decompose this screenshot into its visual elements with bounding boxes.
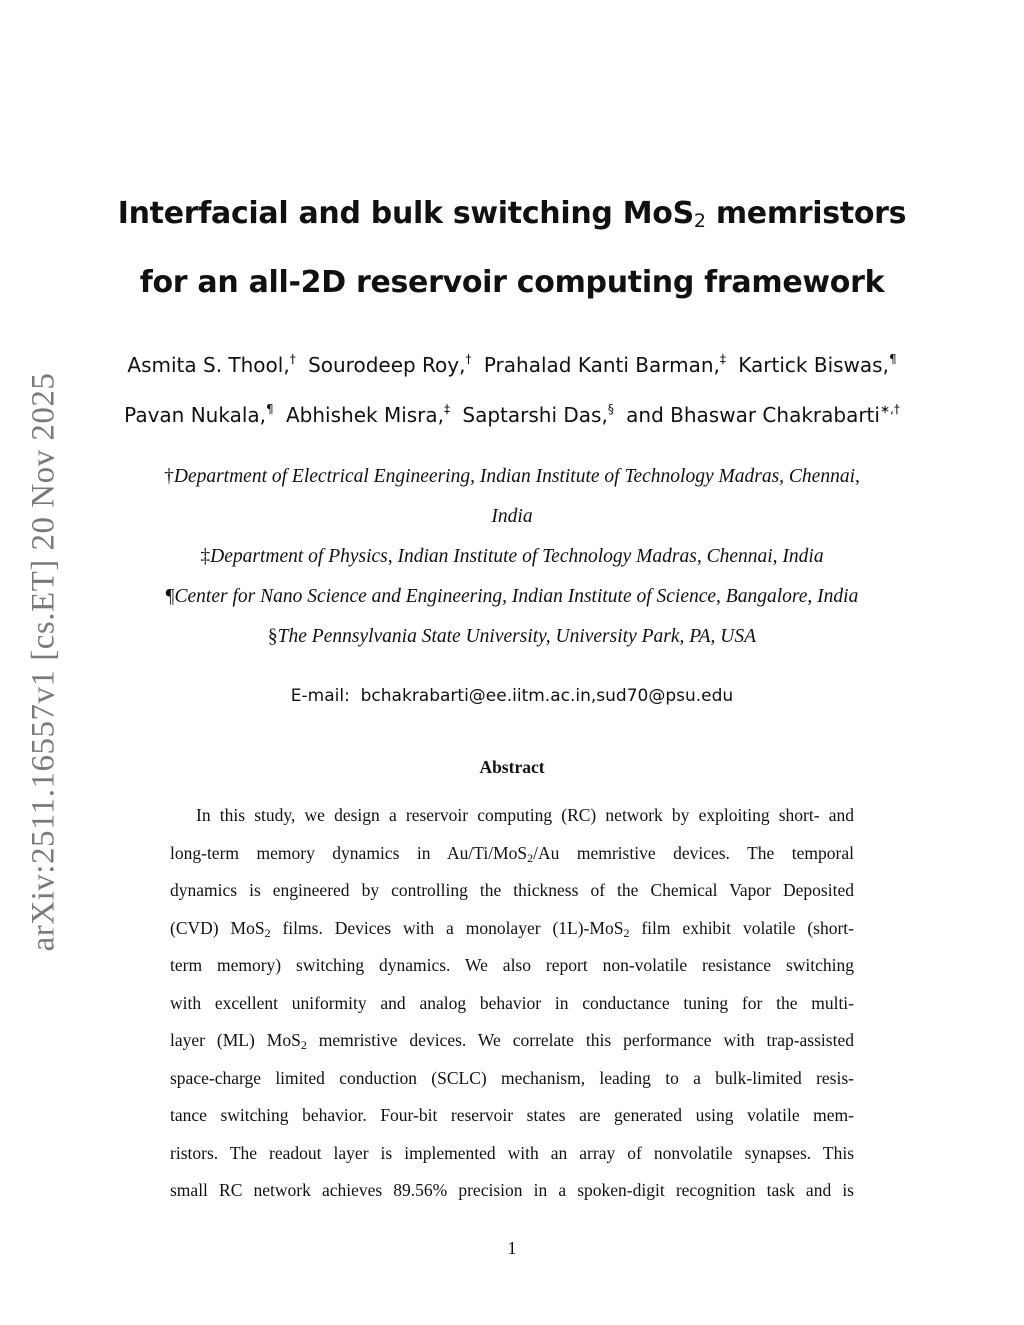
affiliation-text: Department of Electrical Engineering, Indian Institute of Technology Madras, Chennai,: [173, 466, 860, 487]
affiliation-mark: ¶: [266, 402, 274, 416]
affiliation-text: Department of Physics, Indian Institute of Technology Madras, Chennai, India: [210, 546, 824, 567]
affiliation-mark: ∗,†: [879, 402, 900, 416]
abstract-text: (CVD) MoS: [170, 918, 265, 938]
title-subscript: 2: [693, 210, 706, 232]
affiliation-symbol: ¶: [165, 586, 175, 607]
author-name: Sourodeep Roy,: [308, 353, 466, 377]
author-name: Abhishek Misra,: [286, 403, 445, 427]
abstract-line: term memory) switching dynamics. We also report non-volatile resistance switching: [170, 955, 854, 975]
abstract-text: /Au memristive devices. The temporal: [533, 843, 854, 863]
affiliation-symbol: §: [267, 626, 278, 647]
affiliation-text: Center for Nano Science and Engineering, Indian Institute of Science, Bangalore, India: [174, 586, 859, 607]
affiliation-4: [100, 626, 924, 648]
abstract-text: layer (ML) MoS: [170, 1030, 301, 1050]
abstract-text: films. Devices with a monolayer (1L)-MoS: [270, 918, 624, 938]
abstract-line: [170, 918, 854, 939]
abstract-text: long-term memory dynamics in Au/Ti/MoS: [170, 843, 528, 863]
affiliation-3: [100, 586, 924, 608]
abstract-line: with excellent uniformity and analog behavior in conductance tuning for the multi-: [170, 993, 854, 1013]
email-label: E-mail:: [290, 686, 350, 706]
author-name: Asmita S. Thool,: [127, 353, 290, 377]
abstract-line: [170, 843, 854, 864]
subscript: 2: [300, 1038, 307, 1052]
author-name: Saptarshi Das,: [462, 403, 608, 427]
arxiv-identifier: arXiv:2511.16557v1 [cs.ET] 20 Nov 2025: [25, 372, 62, 952]
paper-title-line-2: for an all-2D reservoir computing framework: [139, 265, 885, 300]
title-text: memristors: [705, 196, 907, 231]
author-list-line-1: [90, 353, 934, 377]
contact-email: [100, 686, 924, 706]
abstract-text: film exhibit volatile (short-: [629, 918, 854, 938]
author-name: Pavan Nukala,: [124, 403, 266, 427]
affiliation-mark: ‡: [719, 352, 726, 366]
affiliation-mark: ‡: [444, 402, 451, 416]
affiliation-1: [100, 466, 924, 488]
affiliation-1-continued: India: [491, 506, 533, 527]
author-name: Kartick Biswas,: [738, 353, 889, 377]
abstract-line: tance switching behavior. Four-bit reservoir states are generated using volatile mem-: [170, 1105, 854, 1125]
affiliation-mark: †: [465, 352, 472, 366]
author-name: and Bhaswar Chakrabarti: [626, 403, 880, 427]
abstract-line: [170, 1030, 854, 1051]
author-list-line-2: [90, 403, 934, 427]
affiliation-mark: †: [289, 352, 296, 366]
abstract-line: ristors. The readout layer is implemented with an array of nonvolatile synapses. This: [170, 1143, 854, 1163]
affiliation-2: [100, 546, 924, 568]
email-addresses[interactable]: bchakrabarti@ee.iitm.ac.in,sud70@psu.edu: [360, 686, 734, 706]
abstract-line: dynamics is engineered by controlling the thickness of the Chemical Vapor Deposited: [170, 880, 854, 900]
abstract-line: space-charge limited conduction (SCLC) mechanism, leading to a bulk-limited resis-: [170, 1068, 854, 1088]
subscript: 2: [527, 851, 534, 865]
page-number: 1: [507, 1238, 517, 1258]
title-text: Interfacial and bulk switching MoS: [117, 196, 694, 231]
affiliation-text: The Pennsylvania State University, University Park, PA, USA: [277, 626, 757, 647]
subscript: 2: [264, 926, 271, 940]
affiliation-mark: ¶: [888, 352, 897, 366]
affiliation-symbol: †: [164, 466, 174, 487]
affiliation-symbol: ‡: [200, 546, 211, 567]
abstract-line: small RC network achieves 89.56% precision in a spoken-digit recognition task and is: [170, 1180, 854, 1200]
affiliation-mark: §: [607, 402, 614, 416]
author-name: Prahalad Kanti Barman,: [483, 353, 720, 377]
subscript: 2: [623, 926, 630, 940]
abstract-line: In this study, we design a reservoir computing (RC) network by exploiting short- and: [196, 805, 854, 825]
paper-title-line-1: [100, 196, 924, 231]
abstract-heading: Abstract: [479, 757, 545, 777]
abstract-text: memristive devices. We correlate this performance with trap-assisted: [306, 1030, 854, 1050]
